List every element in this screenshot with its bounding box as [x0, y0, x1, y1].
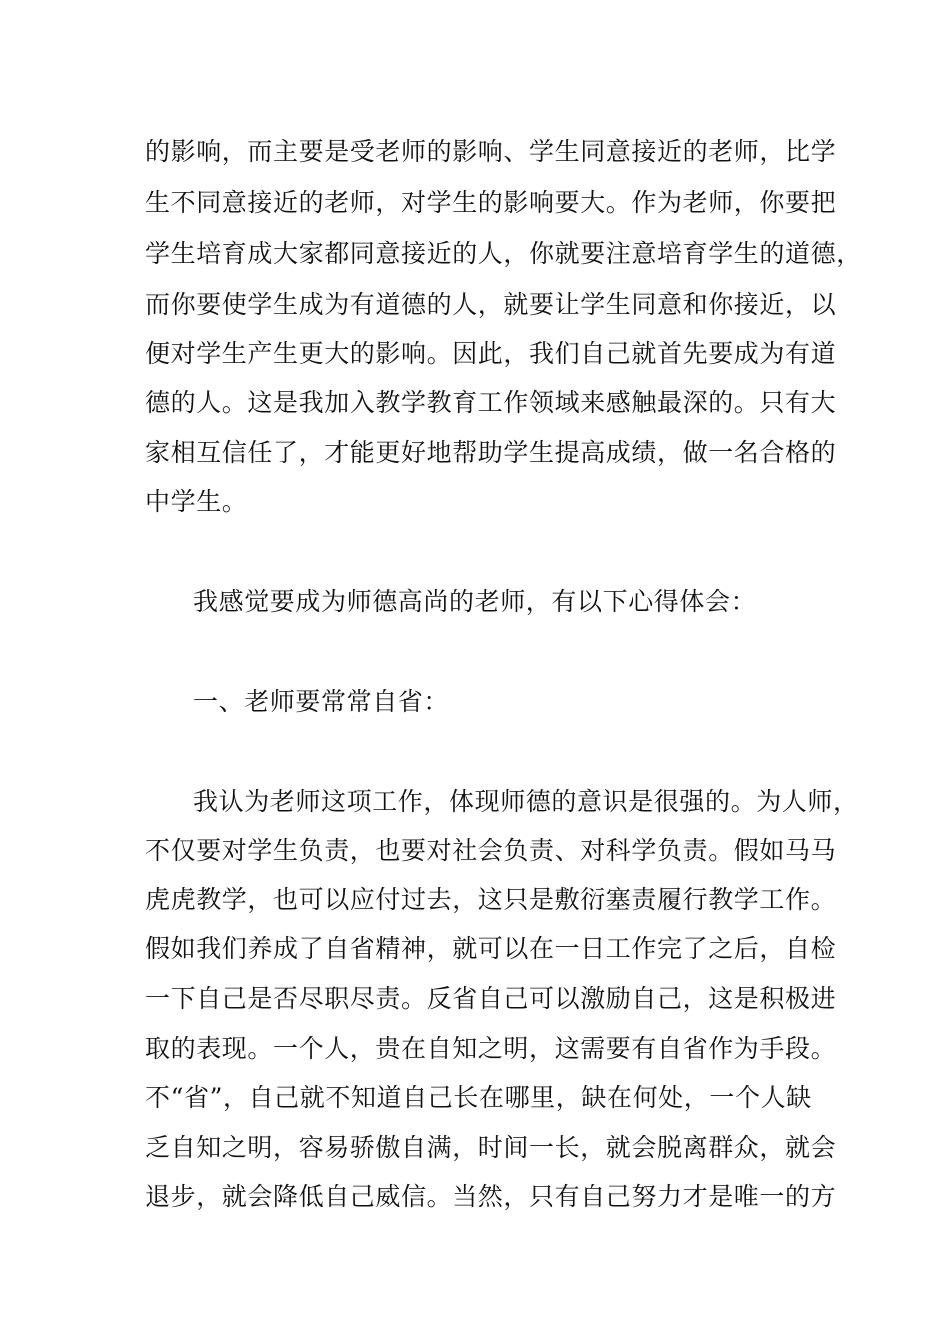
paragraph-1-line-7: 家相互信任了，才能更好地帮助学生提高成绩，做一名合格的 [145, 438, 837, 467]
paragraph-3-line-9: 退步，就会降低自己威信。当然，只有自己努力才是唯一的方 [145, 1182, 837, 1211]
paragraph-1-line-8: 中学生。 [145, 487, 248, 516]
paragraph-3-line-6: 取的表现。一个人，贵在自知之明，这需要有自省作为手段。 [145, 1034, 837, 1063]
paragraph-3-line-7: 不“省”，自己就不知道自己长在哪里，缺在何处，一个人缺 [145, 1083, 812, 1112]
paragraph-2: 我感觉要成为师德高尚的老师，有以下心得体会： [193, 587, 757, 616]
paragraph-1-line-6: 德的人。这是我加入教学教育工作领域来感触最深的。只有大 [145, 388, 837, 417]
paragraph-1-line-5: 便对学生产生更大的影响。因此，我们自己就首先要成为有道 [145, 339, 837, 368]
paragraph-3-line-5: 一下自己是否尽职尽责。反省自己可以激励自己，这是积极进 [145, 984, 837, 1013]
paragraph-3-line-8: 乏自知之明，容易骄傲自满，时间一长，就会脱离群众，就会 [145, 1133, 837, 1162]
paragraph-1-line-4: 而你要使学生成为有道德的人，就要让学生同意和你接近，以 [145, 290, 837, 319]
paragraph-3-line-1: 我认为老师这项工作，体现师德的意识是很强的。为人师， [193, 787, 859, 816]
paragraph-3-line-2: 不仅要对学生负责，也要对社会负责、对科学负责。假如马马 [145, 836, 837, 865]
paragraph-3-line-4: 假如我们养成了自省精神，就可以在一日工作完了之后，自检 [145, 934, 837, 963]
section-heading-1: 一、老师要常常自省： [193, 687, 450, 716]
paragraph-1-line-3: 学生培育成大家都同意接近的人，你就要注意培育学生的道德， [145, 239, 862, 268]
paragraph-1-line-1: 的影响，而主要是受老师的影响、学生同意接近的老师，比学 [145, 137, 837, 166]
paragraph-1-line-2: 生不同意接近的老师，对学生的影响要大。作为老师，你要把 [145, 188, 837, 217]
paragraph-3-line-3: 虎虎教学，也可以应付过去，这只是敷衍塞责履行教学工作。 [145, 885, 837, 914]
